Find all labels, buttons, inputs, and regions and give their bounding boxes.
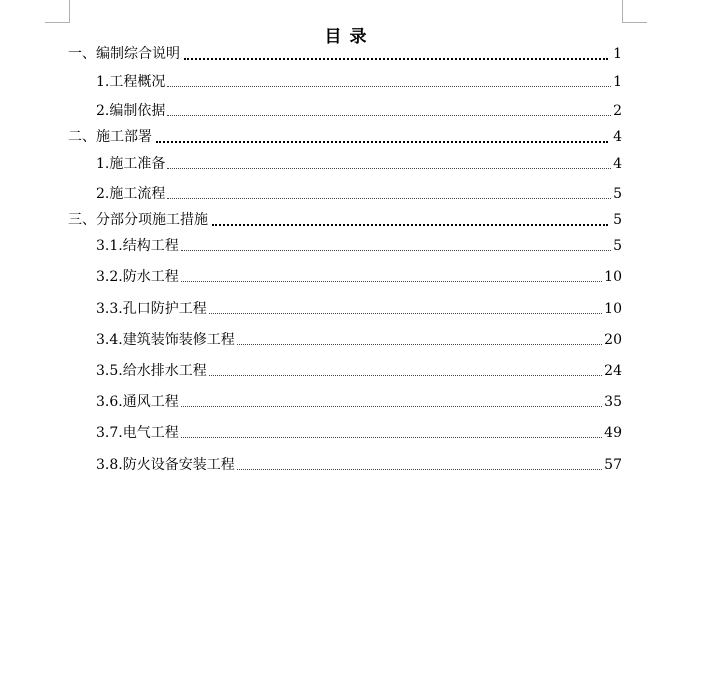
toc-entry-label: 3.7.电气工程 (96, 425, 179, 441)
toc-entry-label: 2.施工流程 (96, 186, 166, 202)
toc-leader-dots (209, 313, 602, 314)
toc-entry[interactable] (96, 101, 622, 121)
toc-entry[interactable] (96, 361, 622, 381)
toc-leader-dots (237, 469, 602, 470)
toc-entry-page: 24 (604, 363, 622, 379)
toc-entry-page: 1 (613, 74, 622, 90)
toc-entry[interactable] (96, 184, 622, 204)
toc-entry-page: 5 (613, 238, 622, 254)
toc-entry-page: 1 (613, 46, 622, 62)
toc-entry-label: 2.编制依据 (96, 103, 166, 119)
toc-entry-label: 3.5.给水排水工程 (96, 363, 207, 379)
toc-entry[interactable] (96, 392, 622, 412)
toc-leader-dots (181, 281, 602, 282)
toc-leader-dots (167, 86, 611, 87)
toc-entry-page: 2 (613, 103, 622, 119)
toc-entry-page: 10 (604, 301, 622, 317)
toc-leader-dots (184, 58, 608, 60)
toc-leader-dots (181, 437, 602, 438)
toc-entry-label: 1.工程概况 (96, 74, 166, 90)
toc-entry-label: 3.8.防火设备安装工程 (96, 457, 235, 473)
toc-entry-label: 3.1.结构工程 (96, 238, 179, 254)
toc-entry[interactable] (96, 236, 622, 256)
toc-leader-dots (212, 224, 608, 226)
toc-leader-dots (181, 406, 602, 407)
toc-entry[interactable] (68, 44, 622, 64)
toc-entry-page: 5 (613, 186, 622, 202)
toc-leader-dots (167, 168, 611, 169)
toc-entry-label: 二、施工部署 (68, 129, 152, 145)
toc-entry-label: 1.施工准备 (96, 156, 166, 172)
toc-leader-dots (167, 115, 611, 116)
toc-entry-page: 35 (604, 394, 622, 410)
toc-entry[interactable] (96, 330, 622, 350)
toc-entry-page: 10 (604, 269, 622, 285)
toc-entry-label: 三、分部分项施工措施 (68, 212, 208, 228)
toc-entry-page: 4 (613, 129, 622, 145)
toc-entry[interactable] (96, 423, 622, 443)
toc-entry-page: 4 (613, 156, 622, 172)
toc-leader-dots (167, 198, 611, 199)
toc-leader-dots (209, 375, 602, 376)
toc-entry[interactable] (96, 72, 622, 92)
toc-entry-label: 3.3.孔口防护工程 (96, 301, 207, 317)
toc-entry[interactable] (96, 299, 622, 319)
toc-entry-label: 3.2.防水工程 (96, 269, 179, 285)
toc-entry[interactable] (96, 455, 622, 475)
toc-entry[interactable] (68, 210, 622, 230)
toc-entry-label: 3.6.通风工程 (96, 394, 179, 410)
toc-entry[interactable] (96, 154, 622, 174)
toc-leader-dots (181, 250, 611, 251)
toc-leader-dots (156, 141, 608, 143)
toc-entry[interactable] (68, 127, 622, 147)
toc-leader-dots (237, 344, 602, 345)
toc-entry-page: 57 (604, 457, 622, 473)
toc-title: 目 录 (324, 27, 368, 47)
toc-entry-label: 一、编制综合说明 (68, 46, 180, 62)
toc-entry[interactable] (96, 267, 622, 287)
toc-entry-page: 5 (613, 212, 622, 228)
toc-entry-page: 20 (604, 332, 622, 348)
toc-entry-page: 49 (604, 425, 622, 441)
toc-entry-label: 3.4.建筑装饰装修工程 (96, 332, 235, 348)
